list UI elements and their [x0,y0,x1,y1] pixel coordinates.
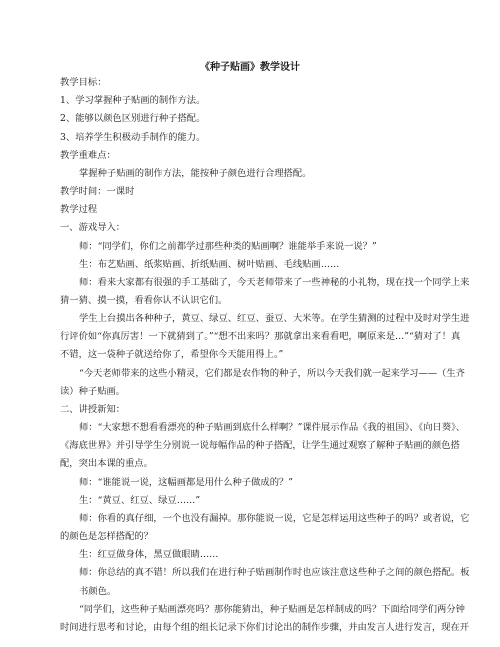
text-line: 师：你看的真仔细，一个也没有漏掉。那你能说一说，它是怎样运用这些种子的吗？或者说，它 [79,512,470,524]
text-line: 《海底世界》并引导学生分别说一说每幅作品的种子搭配，让学生通过观察了解种子贴画的颜色搭 [60,440,460,452]
text-line: 3、培养学生积极动手制作的能力。 [60,131,206,143]
text-line: 生：布艺贴画、纸浆贴画、折纸贴画、树叶贴画、毛线贴画…… [79,258,340,270]
text-line: 教学目标： [60,77,107,88]
text-line: 1、学习掌握种子贴画的制作方法。 [60,95,206,107]
text-line: 猜一猜、摸一摸，看看你认不认识它们。 [60,294,228,306]
text-line: 书颜色。 [79,585,117,597]
text-line: 掌握种子贴画的制作方法，能按种子颜色进行合理搭配。 [79,167,312,179]
text-line: 二、讲授新知： [60,403,126,415]
text-line: 一、游戏导入： [60,222,126,234]
text-line: 师：“大家想不想看看漂亮的种子贴画到底什么样啊？”课件展示作品《我的祖国》、《向日葵》、 [79,422,466,434]
text-line: 行评价如“你真厉害！一下就猜到了。”“想不出来吗？那就拿出来看看吧，啊原来是…”“猜对了！真 [60,331,461,343]
text-line: “同学们，这些种子贴画漂亮吗？那你能猜出，种子贴画是怎样制成的吗？下面给同学们两分钟 [79,603,465,615]
text-line: 师：“同学们，你们之前都学过那些种类的贴画啊？谁能举手来说一说？” [79,240,377,252]
text-line: 师：“谁能说一说，这幅画都是用什么种子做成的？” [79,476,294,488]
text-line: 师：你总结的真不错！所以我们在进行种子贴画制作时也应该注意这些种子之间的颜色搭配。板 [79,567,470,579]
text-line: 配，突出本课的重点。 [60,458,153,470]
text-line: 学生上台摸出各种种子，黄豆、绿豆、红豆、蚕豆、大米等。在学生猜测的过程中及时对学生进 [79,313,470,325]
text-line: 不错，这一袋种子就送给你了，希望你今天能用得上。” [60,349,284,361]
text-line: 的颜色是怎样搭配的？ [60,531,153,542]
document-title: 《种子贴画》教学设计 [200,62,300,73]
text-line: 教学时间：一课时 [60,186,135,197]
text-line: 教学过程 [60,204,98,216]
text-line: 时间进行思考和讨论，由每个组的组长记录下你们讨论出的制作步骤，并由发言人进行发言，现在开 [60,621,470,633]
text-line: 2、能够以颜色区别进行种子搭配。 [60,113,206,125]
text-line: 生：红豆做身体，黑豆做眼睛…… [79,549,219,561]
text-line: 读）种子贴画。 [60,385,126,397]
text-line: “今天老师带来的这些小精灵，它们都是农作物的种子，所以今天我们就一起来学习——（生齐 [79,367,465,379]
text-line: 生：“黄豆、红豆、绿豆……” [79,494,201,506]
text-line: 教学重难点： [60,149,116,161]
text-line: 师：看来大家都有很强的手工基础了，今天老师带来了一些神秘的小礼物，现在找一个同学上来 [79,276,470,288]
